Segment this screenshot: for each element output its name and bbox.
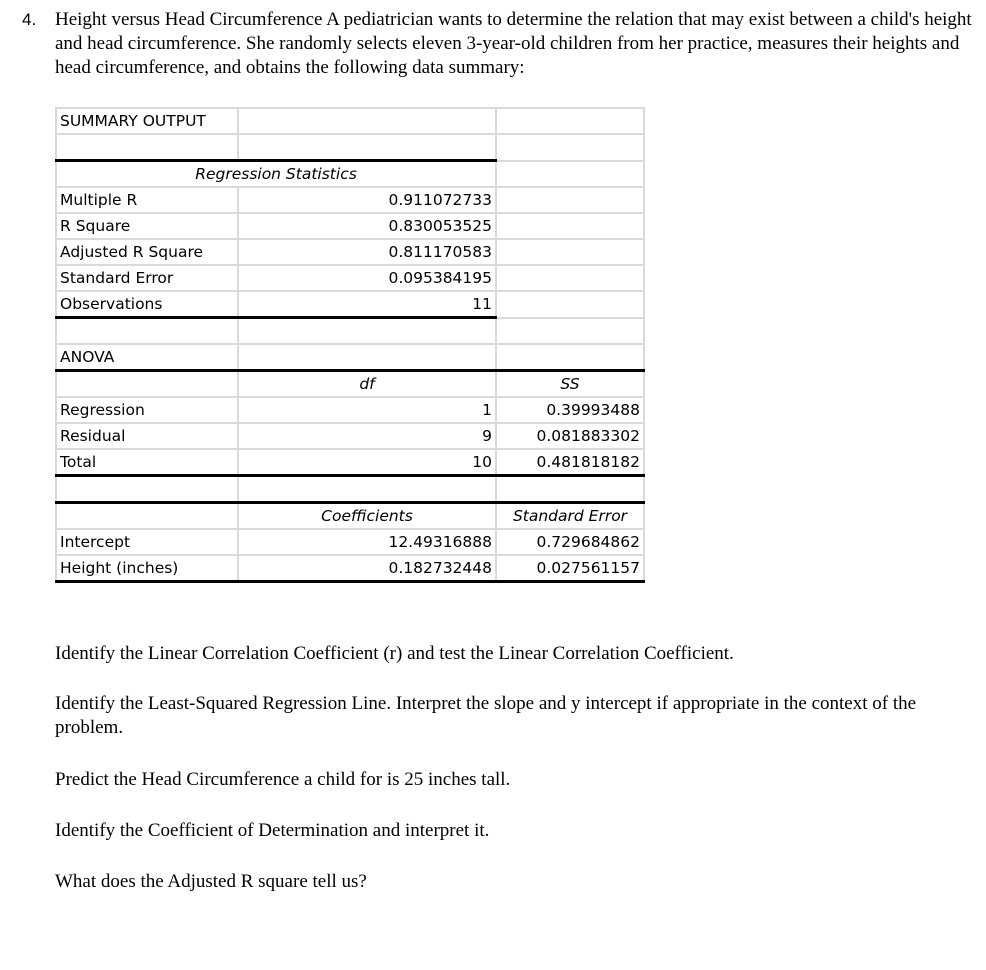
summary-title: SUMMARY OUTPUT bbox=[56, 108, 238, 134]
coefficients-header: Coefficients bbox=[238, 503, 496, 530]
stat-value: 0.911072733 bbox=[238, 187, 496, 213]
coef-se: 0.027561157 bbox=[496, 555, 644, 582]
stat-label: Observations bbox=[56, 291, 238, 318]
stat-label: R Square bbox=[56, 213, 238, 239]
question-3: Predict the Head Circumference a child for is 25 inches tall. bbox=[55, 769, 511, 790]
stat-value: 0.830053525 bbox=[238, 213, 496, 239]
table-row bbox=[56, 108, 644, 134]
regression-summary-table bbox=[55, 107, 645, 583]
anova-ss: 0.481818182 bbox=[496, 449, 644, 476]
table-row bbox=[56, 449, 644, 476]
df-header: df bbox=[238, 371, 496, 398]
stat-label: Adjusted R Square bbox=[56, 239, 238, 265]
question-5: What does the Adjusted R square tell us? bbox=[55, 871, 367, 892]
table-row bbox=[56, 503, 644, 530]
anova-title: ANOVA bbox=[56, 344, 238, 371]
table-row bbox=[56, 344, 644, 371]
problem-statement bbox=[22, 8, 977, 78]
coef-label: Intercept bbox=[56, 529, 238, 555]
coef-value: 12.49316888 bbox=[238, 529, 496, 555]
anova-ss: 0.081883302 bbox=[496, 423, 644, 449]
table-row bbox=[56, 529, 644, 555]
table-row bbox=[56, 555, 644, 582]
table-row bbox=[56, 371, 644, 398]
coef-se: 0.729684862 bbox=[496, 529, 644, 555]
table-row bbox=[56, 213, 644, 239]
anova-df: 10 bbox=[238, 449, 496, 476]
anova-label: Regression bbox=[56, 397, 238, 423]
question-1: Identify the Linear Correlation Coefficient (r) and test the Linear Correlation Coefficient. bbox=[55, 643, 734, 664]
standard-error-header: Standard Error bbox=[496, 503, 644, 530]
anova-ss: 0.39993488 bbox=[496, 397, 644, 423]
problem-number: 4. bbox=[22, 10, 37, 29]
table-row bbox=[56, 239, 644, 265]
anova-label: Total bbox=[56, 449, 238, 476]
table-row bbox=[56, 265, 644, 291]
anova-df: 1 bbox=[238, 397, 496, 423]
question-4: Identify the Coefficient of Determination and interpret it. bbox=[55, 820, 490, 841]
stat-value: 11 bbox=[238, 291, 496, 318]
ss-header: SS bbox=[496, 371, 644, 398]
coef-value: 0.182732448 bbox=[238, 555, 496, 582]
regression-statistics-header: Regression Statistics bbox=[56, 161, 496, 188]
anova-df: 9 bbox=[238, 423, 496, 449]
table-row bbox=[56, 161, 644, 188]
stat-label: Multiple R bbox=[56, 187, 238, 213]
stat-value: 0.095384195 bbox=[238, 265, 496, 291]
stat-label: Standard Error bbox=[56, 265, 238, 291]
problem-text: Height versus Head Circumference A pediatrician wants to determine the relation that may exist between a child's height and head circumference. She randomly selects eleven 3-year-old children from her practice, measures their heights and head circumference, and obtains the following data summary: bbox=[55, 9, 972, 78]
table-row bbox=[56, 187, 644, 213]
coef-label: Height (inches) bbox=[56, 555, 238, 582]
question-2: Identify the Least-Squared Regression Line. Interpret the slope and y intercept if appropriate in the context of the problem. bbox=[55, 693, 917, 738]
table-row bbox=[56, 291, 644, 318]
anova-label: Residual bbox=[56, 423, 238, 449]
stat-value: 0.811170583 bbox=[238, 239, 496, 265]
table-row bbox=[56, 397, 644, 423]
table-row bbox=[56, 423, 644, 449]
